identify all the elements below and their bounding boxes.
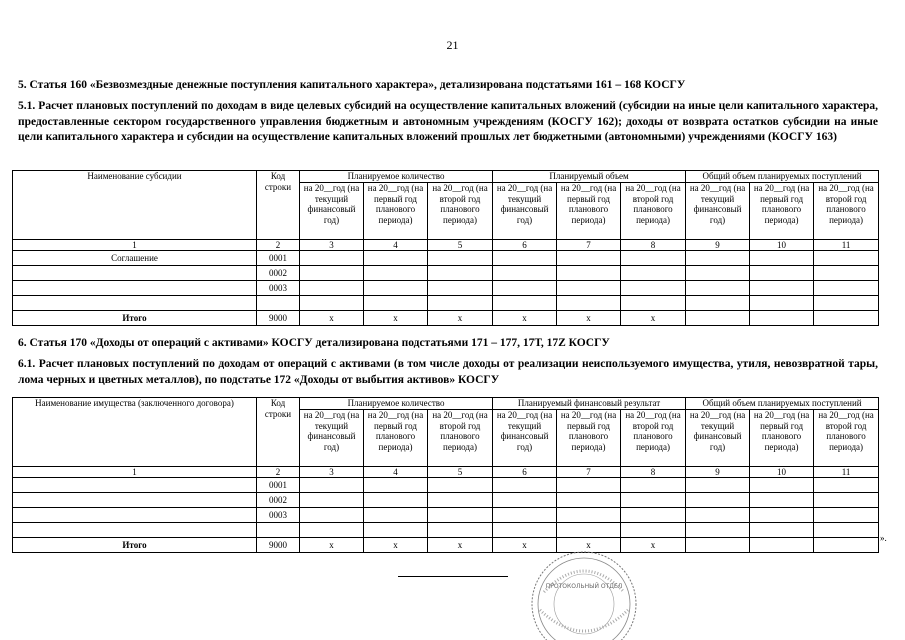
column-number: 10 <box>750 240 814 251</box>
cell <box>557 523 621 538</box>
cell <box>750 493 814 508</box>
sub-header: на 20__год (на первый год планового периода) <box>750 183 814 240</box>
column-number: 2 <box>257 240 300 251</box>
column-number: 7 <box>557 240 621 251</box>
row-name <box>13 508 257 523</box>
sub-header: на 20__год (на второй год планового периода) <box>428 183 493 240</box>
cell <box>428 508 493 523</box>
column-number: 4 <box>364 240 428 251</box>
total-label: Итого <box>13 538 257 553</box>
cell <box>750 266 814 281</box>
cell <box>557 251 621 266</box>
column-number: 7 <box>557 467 621 478</box>
group-header-quantity: Планируемое количество <box>300 171 493 183</box>
cell <box>750 478 814 493</box>
cell <box>686 478 750 493</box>
cell <box>750 251 814 266</box>
cell <box>300 508 364 523</box>
column-number: 8 <box>621 240 686 251</box>
cell <box>557 281 621 296</box>
cell <box>557 296 621 311</box>
cell <box>428 266 493 281</box>
column-number: 2 <box>257 467 300 478</box>
cell <box>364 478 428 493</box>
cell <box>300 281 364 296</box>
cell <box>493 493 557 508</box>
col-header-name: Наименование имущества (заключенного договора) <box>13 398 257 467</box>
cell <box>493 523 557 538</box>
table-row <box>13 281 879 296</box>
cell <box>428 251 493 266</box>
cell <box>621 281 686 296</box>
column-number: 3 <box>300 467 364 478</box>
section5-1-heading: 5.1. Расчет плановых поступлений по доходам в виде целевых субсидий на осуществление капитальных вложений (субсидии на иные цели капитального характера, предоставленные сектором государственного управления бюджетным и автономным учреждениям (КОСГУ 162); доходы от возврата остатков субсидии на иные цели капитального характера и субсидии на осуществление капитальных вложений прошлых лет бюджетными (автономными) учреждениями (КОСГУ 163) <box>18 100 878 143</box>
cell <box>428 281 493 296</box>
cell <box>493 251 557 266</box>
sub-header: на 20__год (на второй год планового периода) <box>814 410 879 467</box>
row-code <box>257 296 300 311</box>
cell <box>686 266 750 281</box>
table-row <box>13 523 879 538</box>
closing-quote-mark: ». <box>880 533 887 543</box>
row-name <box>13 478 257 493</box>
group-header-total: Общий объем планируемых поступлений <box>686 398 879 410</box>
cell <box>814 478 879 493</box>
cell <box>686 508 750 523</box>
row-code <box>257 523 300 538</box>
sub-header: на 20__год (на текущий финансовый год) <box>300 183 364 240</box>
cell <box>364 296 428 311</box>
cell <box>364 523 428 538</box>
column-number: 11 <box>814 240 879 251</box>
section6-heading: 6. Статья 170 «Доходы от операций с активами» КОСГУ детализирована подстатьями 171 – 177, 17Т, 17Z КОСГУ <box>18 337 610 349</box>
total-label: Итого <box>13 311 257 326</box>
section5-heading: 5. Статья 160 «Безвозмездные денежные поступления капитального характера», детализирована подстатьями 161 – 168 КОСГУ <box>18 79 686 91</box>
cell <box>686 251 750 266</box>
table-row <box>13 493 879 508</box>
cell <box>750 296 814 311</box>
sub-header: на 20__год (на первый год планового периода) <box>557 410 621 467</box>
group-header-quantity: Планируемое количество <box>300 398 493 410</box>
cell <box>428 478 493 493</box>
row-name <box>13 493 257 508</box>
total-row <box>13 311 879 326</box>
cell <box>621 266 686 281</box>
cell <box>621 478 686 493</box>
cell <box>493 508 557 523</box>
cell <box>814 523 879 538</box>
cell <box>750 281 814 296</box>
cell <box>686 281 750 296</box>
total-cell: х <box>557 538 621 553</box>
total-cell: х <box>493 538 557 553</box>
row-name <box>13 281 257 296</box>
assets-table <box>12 397 879 553</box>
cell <box>300 478 364 493</box>
total-cell: х <box>300 311 364 326</box>
cell <box>428 493 493 508</box>
col-header-name: Наименование субсидии <box>13 171 257 240</box>
total-cell: х <box>364 538 428 553</box>
cell <box>493 266 557 281</box>
column-number: 9 <box>686 467 750 478</box>
cell <box>428 523 493 538</box>
cell <box>621 508 686 523</box>
total-code: 9000 <box>257 311 300 326</box>
group-header-financial-result: Планируемый финансовый результат <box>493 398 686 410</box>
cell <box>814 311 879 326</box>
column-number: 5 <box>428 240 493 251</box>
cell <box>557 493 621 508</box>
total-code: 9000 <box>257 538 300 553</box>
cell <box>750 523 814 538</box>
sub-header: на 20__год (на второй год планового периода) <box>814 183 879 240</box>
cell <box>686 311 750 326</box>
row-code: 0002 <box>257 266 300 281</box>
row-name <box>13 296 257 311</box>
cell <box>493 281 557 296</box>
cell <box>364 281 428 296</box>
total-cell: х <box>621 538 686 553</box>
row-name <box>13 266 257 281</box>
row-name <box>13 523 257 538</box>
table-row <box>13 508 879 523</box>
signature-line <box>398 576 508 577</box>
stamp-seal-icon <box>528 548 640 640</box>
cell <box>364 266 428 281</box>
sub-header: на 20__год (на текущий финансовый год) <box>686 183 750 240</box>
section6-1-heading: 6.1. Расчет плановых поступлений по доходам от операций с активами (в том числе доходы от реализации неиспользуемого имущества, утиля, невозвратной тары, лома черных и цветных металлов), по подстатье 172 «Доходы от выбытия активов» КОСГУ <box>18 358 878 386</box>
total-cell: х <box>493 311 557 326</box>
row-code: 0002 <box>257 493 300 508</box>
table-row <box>13 266 879 281</box>
column-number: 6 <box>493 240 557 251</box>
cell <box>814 538 879 553</box>
cell <box>814 493 879 508</box>
row-code: 0001 <box>257 478 300 493</box>
table-row <box>13 251 879 266</box>
cell <box>686 296 750 311</box>
sub-header: на 20__год (на второй год планового периода) <box>621 410 686 467</box>
column-number: 1 <box>13 240 257 251</box>
column-number: 8 <box>621 467 686 478</box>
cell <box>686 523 750 538</box>
sub-header: на 20__год (на текущий финансовый год) <box>493 410 557 467</box>
subsidy-table <box>12 170 879 326</box>
cell <box>364 493 428 508</box>
column-number: 1 <box>13 467 257 478</box>
total-cell: х <box>428 538 493 553</box>
sub-header: на 20__год (на текущий финансовый год) <box>686 410 750 467</box>
sub-header: на 20__год (на текущий финансовый год) <box>300 410 364 467</box>
total-cell: х <box>557 311 621 326</box>
cell <box>814 281 879 296</box>
cell <box>621 251 686 266</box>
cell <box>557 508 621 523</box>
sub-header: на 20__год (на второй год планового периода) <box>621 183 686 240</box>
cell <box>686 493 750 508</box>
cell <box>621 493 686 508</box>
total-row <box>13 538 879 553</box>
column-number: 4 <box>364 467 428 478</box>
group-header-total: Общий объем планируемых поступлений <box>686 171 879 183</box>
cell <box>493 296 557 311</box>
cell <box>300 493 364 508</box>
row-code: 0003 <box>257 281 300 296</box>
cell <box>300 523 364 538</box>
group-header-volume: Планируемый объем <box>493 171 686 183</box>
cell <box>750 311 814 326</box>
cell <box>364 251 428 266</box>
row-code: 0003 <box>257 508 300 523</box>
sub-header: на 20__год (на первый год планового периода) <box>364 410 428 467</box>
row-name: Соглашение <box>13 251 257 266</box>
official-stamp <box>528 548 640 640</box>
row-code: 0001 <box>257 251 300 266</box>
total-cell: х <box>364 311 428 326</box>
column-number: 9 <box>686 240 750 251</box>
cell <box>814 296 879 311</box>
sub-header: на 20__год (на первый год планового периода) <box>750 410 814 467</box>
table-row <box>13 296 879 311</box>
cell <box>814 266 879 281</box>
cell <box>814 251 879 266</box>
column-number: 10 <box>750 467 814 478</box>
cell <box>300 251 364 266</box>
cell <box>621 296 686 311</box>
cell <box>621 523 686 538</box>
cell <box>493 478 557 493</box>
cell <box>557 478 621 493</box>
column-number: 5 <box>428 467 493 478</box>
column-number: 6 <box>493 467 557 478</box>
cell <box>750 538 814 553</box>
cell <box>428 296 493 311</box>
cell <box>814 508 879 523</box>
cell <box>750 508 814 523</box>
cell <box>300 266 364 281</box>
sub-header: на 20__год (на первый год планового периода) <box>557 183 621 240</box>
total-cell: х <box>300 538 364 553</box>
cell <box>557 266 621 281</box>
stamp-text: ПРОТОКОЛЬНЫЙ ОТДЕЛ <box>545 583 623 590</box>
page-number: 21 <box>446 38 459 52</box>
cell <box>364 508 428 523</box>
sub-header: на 20__год (на второй год планового периода) <box>428 410 493 467</box>
column-number: 3 <box>300 240 364 251</box>
cell <box>686 538 750 553</box>
col-header-code: Код строки <box>257 398 300 467</box>
column-number: 11 <box>814 467 879 478</box>
cell <box>300 296 364 311</box>
total-cell: х <box>621 311 686 326</box>
col-header-code: Код строки <box>257 171 300 240</box>
total-cell: х <box>428 311 493 326</box>
sub-header: на 20__год (на текущий финансовый год) <box>493 183 557 240</box>
table-row <box>13 478 879 493</box>
sub-header: на 20__год (на первый год планового периода) <box>364 183 428 240</box>
